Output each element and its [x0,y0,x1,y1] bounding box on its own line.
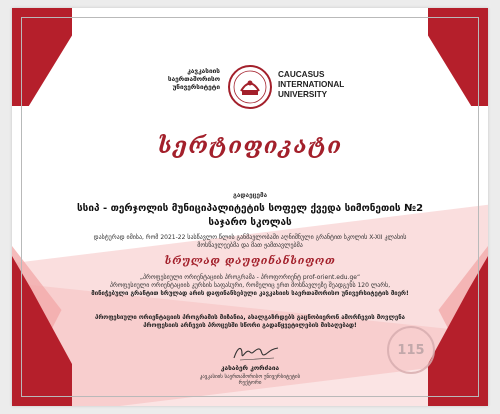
university-name-georgian: კავკასიის საერთაშორისო უნივერსიტეტი [167,67,220,92]
completion-heading: სრულად დაუფინანსიფოთ [164,255,336,267]
stamp-number: 115 [397,342,425,358]
certificate-title: სერტიფიკატი [157,133,343,159]
issued-to-label: გადაეცემა [232,192,268,199]
certificate [12,8,488,406]
signer-role: კავკასიის საერთაშორისო უნივერსიტეტის რექტორი [199,374,301,386]
confirmation-text: დასტურად იმისა, რომ 2021-22 სასწავლო წლის განმავლობაში აღნიშნული გრანტით სკოლის X-XII კლასის მოსწავლეებმა და მათ ჟამთავლებმა [93,234,407,249]
university-name-english: CAUCASUS INTERNATIONAL UNIVERSITY [278,70,345,99]
university-logo-icon [227,64,273,110]
program-goal-text: პროფესიული ორიენტაციის პროგრამის მიზანია, ახალგაზრდებს გაცნობიერონ ამორჩევის მოვლენა პროფესიის არჩევის პროცესში სწორი გადაწყვეტილების მისაღებად! [95,314,405,329]
rector-signature [230,340,282,364]
certificate-number-stamp [387,326,435,374]
signer-name: კახაბერ კორძაია [220,364,280,372]
course-description: „პროფესიული ორიენტაციის პროგრამა - პროფორიენტ prof-orient.edu.ge“ პროფესიული ორიენტაციის კურსის საფასური, რომელიც ერთ მოსწავლეზე შეადგენს 120 ლარს, მინიჭებული გრანტით სრულად არის დაფინანსებული კავკასიის საერთაშორისო უნივერსიტეტის მიერ! [91,274,409,297]
recipient-name: სსიპ - თერჯოლის მუნიციპალიტეტის სოფელ ქვედა სიმონეთის №2 საჯარო სკოლას [76,203,424,228]
university-header [12,67,488,113]
